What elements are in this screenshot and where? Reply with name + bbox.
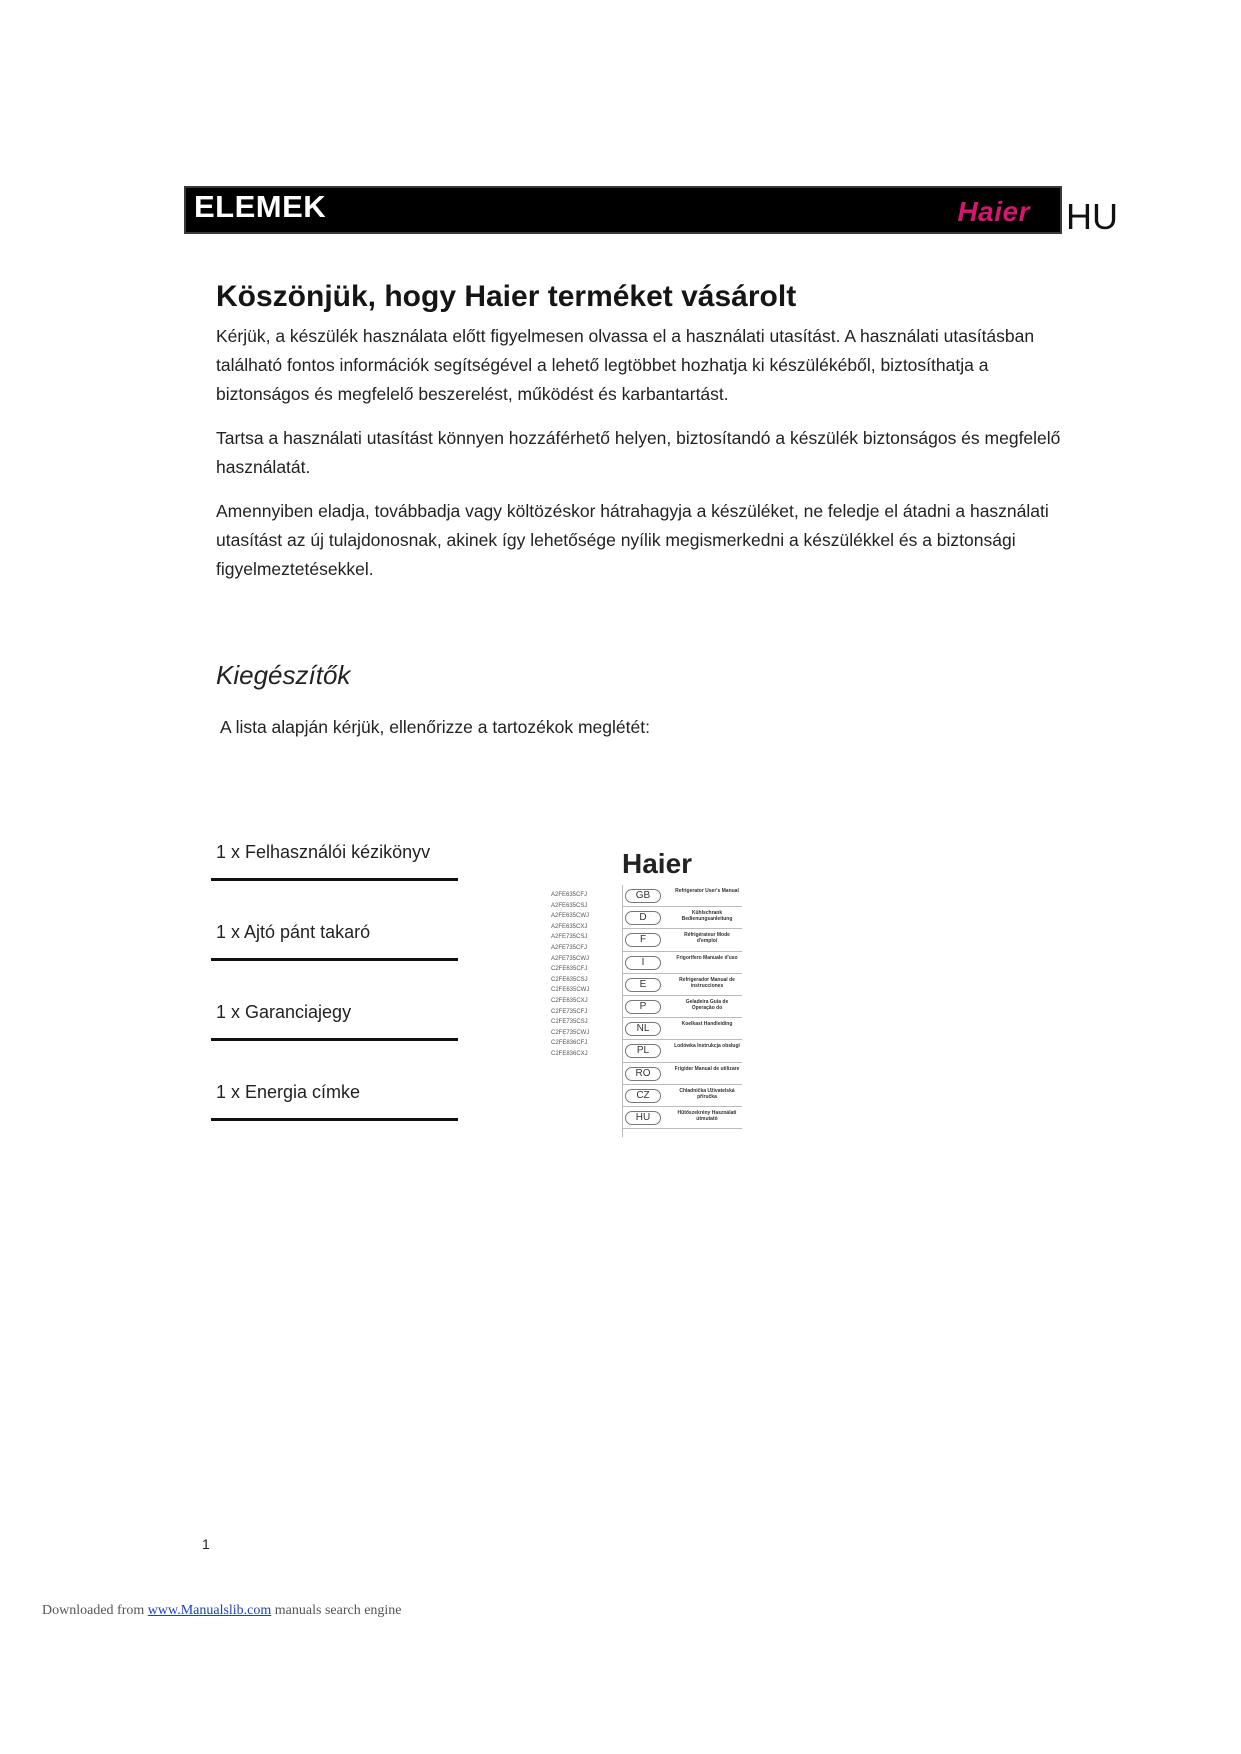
language-row xyxy=(622,1107,742,1129)
language-description: Hűtőszekrény Használati útmutató xyxy=(677,1109,737,1122)
language-badge: PL xyxy=(625,1044,661,1058)
model-number: C2FE836CFJ xyxy=(551,1040,588,1047)
model-list xyxy=(551,890,589,1060)
accessory-label: 1 x Felhasználói kézikönyv xyxy=(216,842,431,862)
language-badge: CZ xyxy=(625,1089,661,1103)
model-number: A2FE735CWJ xyxy=(551,955,590,962)
language-row xyxy=(622,929,742,951)
manualslib-link[interactable]: www.Manualslib.com xyxy=(147,1603,272,1618)
language-badge: HU xyxy=(625,1111,661,1125)
language-description: Frigorifero Manuale d'uso xyxy=(676,954,738,961)
page-number: 1 xyxy=(202,1536,210,1552)
model-number: A2FE635CWJ xyxy=(551,913,590,920)
language-description: Lodówka Instrukcja obsługi xyxy=(674,1043,740,1050)
manual-cover-logo: Haier xyxy=(622,848,693,879)
language-badge: E xyxy=(625,978,661,992)
download-footer xyxy=(42,1603,402,1619)
model-number: A2FE735CFJ xyxy=(551,944,588,951)
language-badge: P xyxy=(625,1000,661,1014)
language-row xyxy=(622,974,742,996)
intro-paragraph: Tartsa a használati utasítást könnyen hozzáférhető helyen, biztosítandó a készülék biztonságos és megfelelő használatát. xyxy=(216,428,1061,477)
language-row xyxy=(622,1085,742,1107)
accessories-heading: Kiegészítők xyxy=(216,660,351,690)
divider xyxy=(211,878,458,881)
language-badge: GB xyxy=(625,889,661,903)
language-row xyxy=(622,907,742,929)
language-description: Réfrigérateur Mode d'emploi xyxy=(684,932,730,945)
list-item xyxy=(211,1066,461,1146)
language-description: Kühlschrank Bedienungsanleitung xyxy=(681,910,733,923)
language-row xyxy=(622,1018,742,1040)
model-number: C2FE635CXJ xyxy=(551,997,588,1004)
model-number: A2FE635CXJ xyxy=(551,923,588,930)
user-manual-cover-image xyxy=(548,848,748,1138)
language-badge: I xyxy=(625,956,661,970)
language-code: HU xyxy=(1066,196,1118,237)
language-badge: RO xyxy=(625,1067,661,1081)
section-title: ELEMEK xyxy=(194,189,327,224)
intro-paragraph: Kérjük, a készülék használata előtt figyelmesen olvassa el a használati utasítást. A használati utasításban található fontos információk segítségével a lehető legtöbbet hozhatja ki készülékéből, biztosíthatja a biztonságos és megfelelő beszerelést, működést és karbantartást. xyxy=(216,326,1035,404)
model-number: C2FE635CSJ xyxy=(551,976,588,983)
list-item xyxy=(211,986,461,1066)
section-header-bar xyxy=(184,186,1062,234)
model-number: C2FE735CWJ xyxy=(551,1029,590,1036)
language-row xyxy=(622,885,742,907)
language-badge: F xyxy=(625,933,661,947)
list-item xyxy=(211,906,461,986)
intro-heading: Köszönjük, hogy Haier terméket vásárolt xyxy=(216,280,797,313)
language-description: Refrigerador Manual de instrucciones xyxy=(679,976,735,989)
haier-logo: Haier xyxy=(957,196,1030,227)
language-row xyxy=(622,1040,742,1062)
intro-paragraph: Amennyiben eladja, továbbadja vagy költözéskor hátrahagyja a készüléket, ne feledje el átadni a használati utasítást az új tulajdonosnak, akinek így lehetősége nyílik megismerkedni a készülékkel és a biztonsági figyelmeztetésekkel. xyxy=(216,501,1049,579)
language-description: Refrigerator User's Manual xyxy=(675,888,739,894)
divider xyxy=(211,1118,458,1121)
accessories-instruction: A lista alapján kérjük, ellenőrizze a tartozékok meglétét: xyxy=(220,717,650,737)
language-description: Chladnička Uživatelská příručka xyxy=(679,1087,735,1100)
divider xyxy=(211,1038,458,1041)
language-list xyxy=(622,885,742,1129)
model-number: A2FE735CSJ xyxy=(551,934,588,941)
language-badge: NL xyxy=(625,1022,661,1036)
accessory-label: 1 x Garanciajegy xyxy=(216,1002,352,1022)
model-number: C2FE635CFJ xyxy=(551,966,588,973)
footer-prefix: Downloaded from xyxy=(42,1603,148,1618)
model-number: A2FE635CFJ xyxy=(551,892,588,898)
language-row xyxy=(622,996,742,1018)
accessories-list xyxy=(211,826,461,1146)
language-description: Geladeira Guia de Operação do xyxy=(685,998,729,1011)
model-number: C2FE735CFJ xyxy=(551,1008,588,1015)
list-item xyxy=(211,826,461,906)
accessory-label: 1 x Ajtó pánt takaró xyxy=(216,922,371,942)
model-number: C2FE635CWJ xyxy=(551,987,590,994)
language-badge: D xyxy=(625,911,661,925)
language-row xyxy=(622,1063,742,1085)
footer-suffix: manuals search engine xyxy=(271,1603,402,1618)
model-number: C2FE735CSJ xyxy=(551,1019,588,1026)
divider xyxy=(211,958,458,961)
language-description: Frigider Manual de utilizare xyxy=(674,1065,740,1072)
accessory-label: 1 x Energia címke xyxy=(216,1082,361,1102)
language-description: Koelkast Handleiding xyxy=(681,1021,733,1028)
model-number: A2FE635CSJ xyxy=(551,902,588,909)
language-row xyxy=(622,952,742,974)
model-number: C2FE836CXJ xyxy=(551,1050,588,1057)
